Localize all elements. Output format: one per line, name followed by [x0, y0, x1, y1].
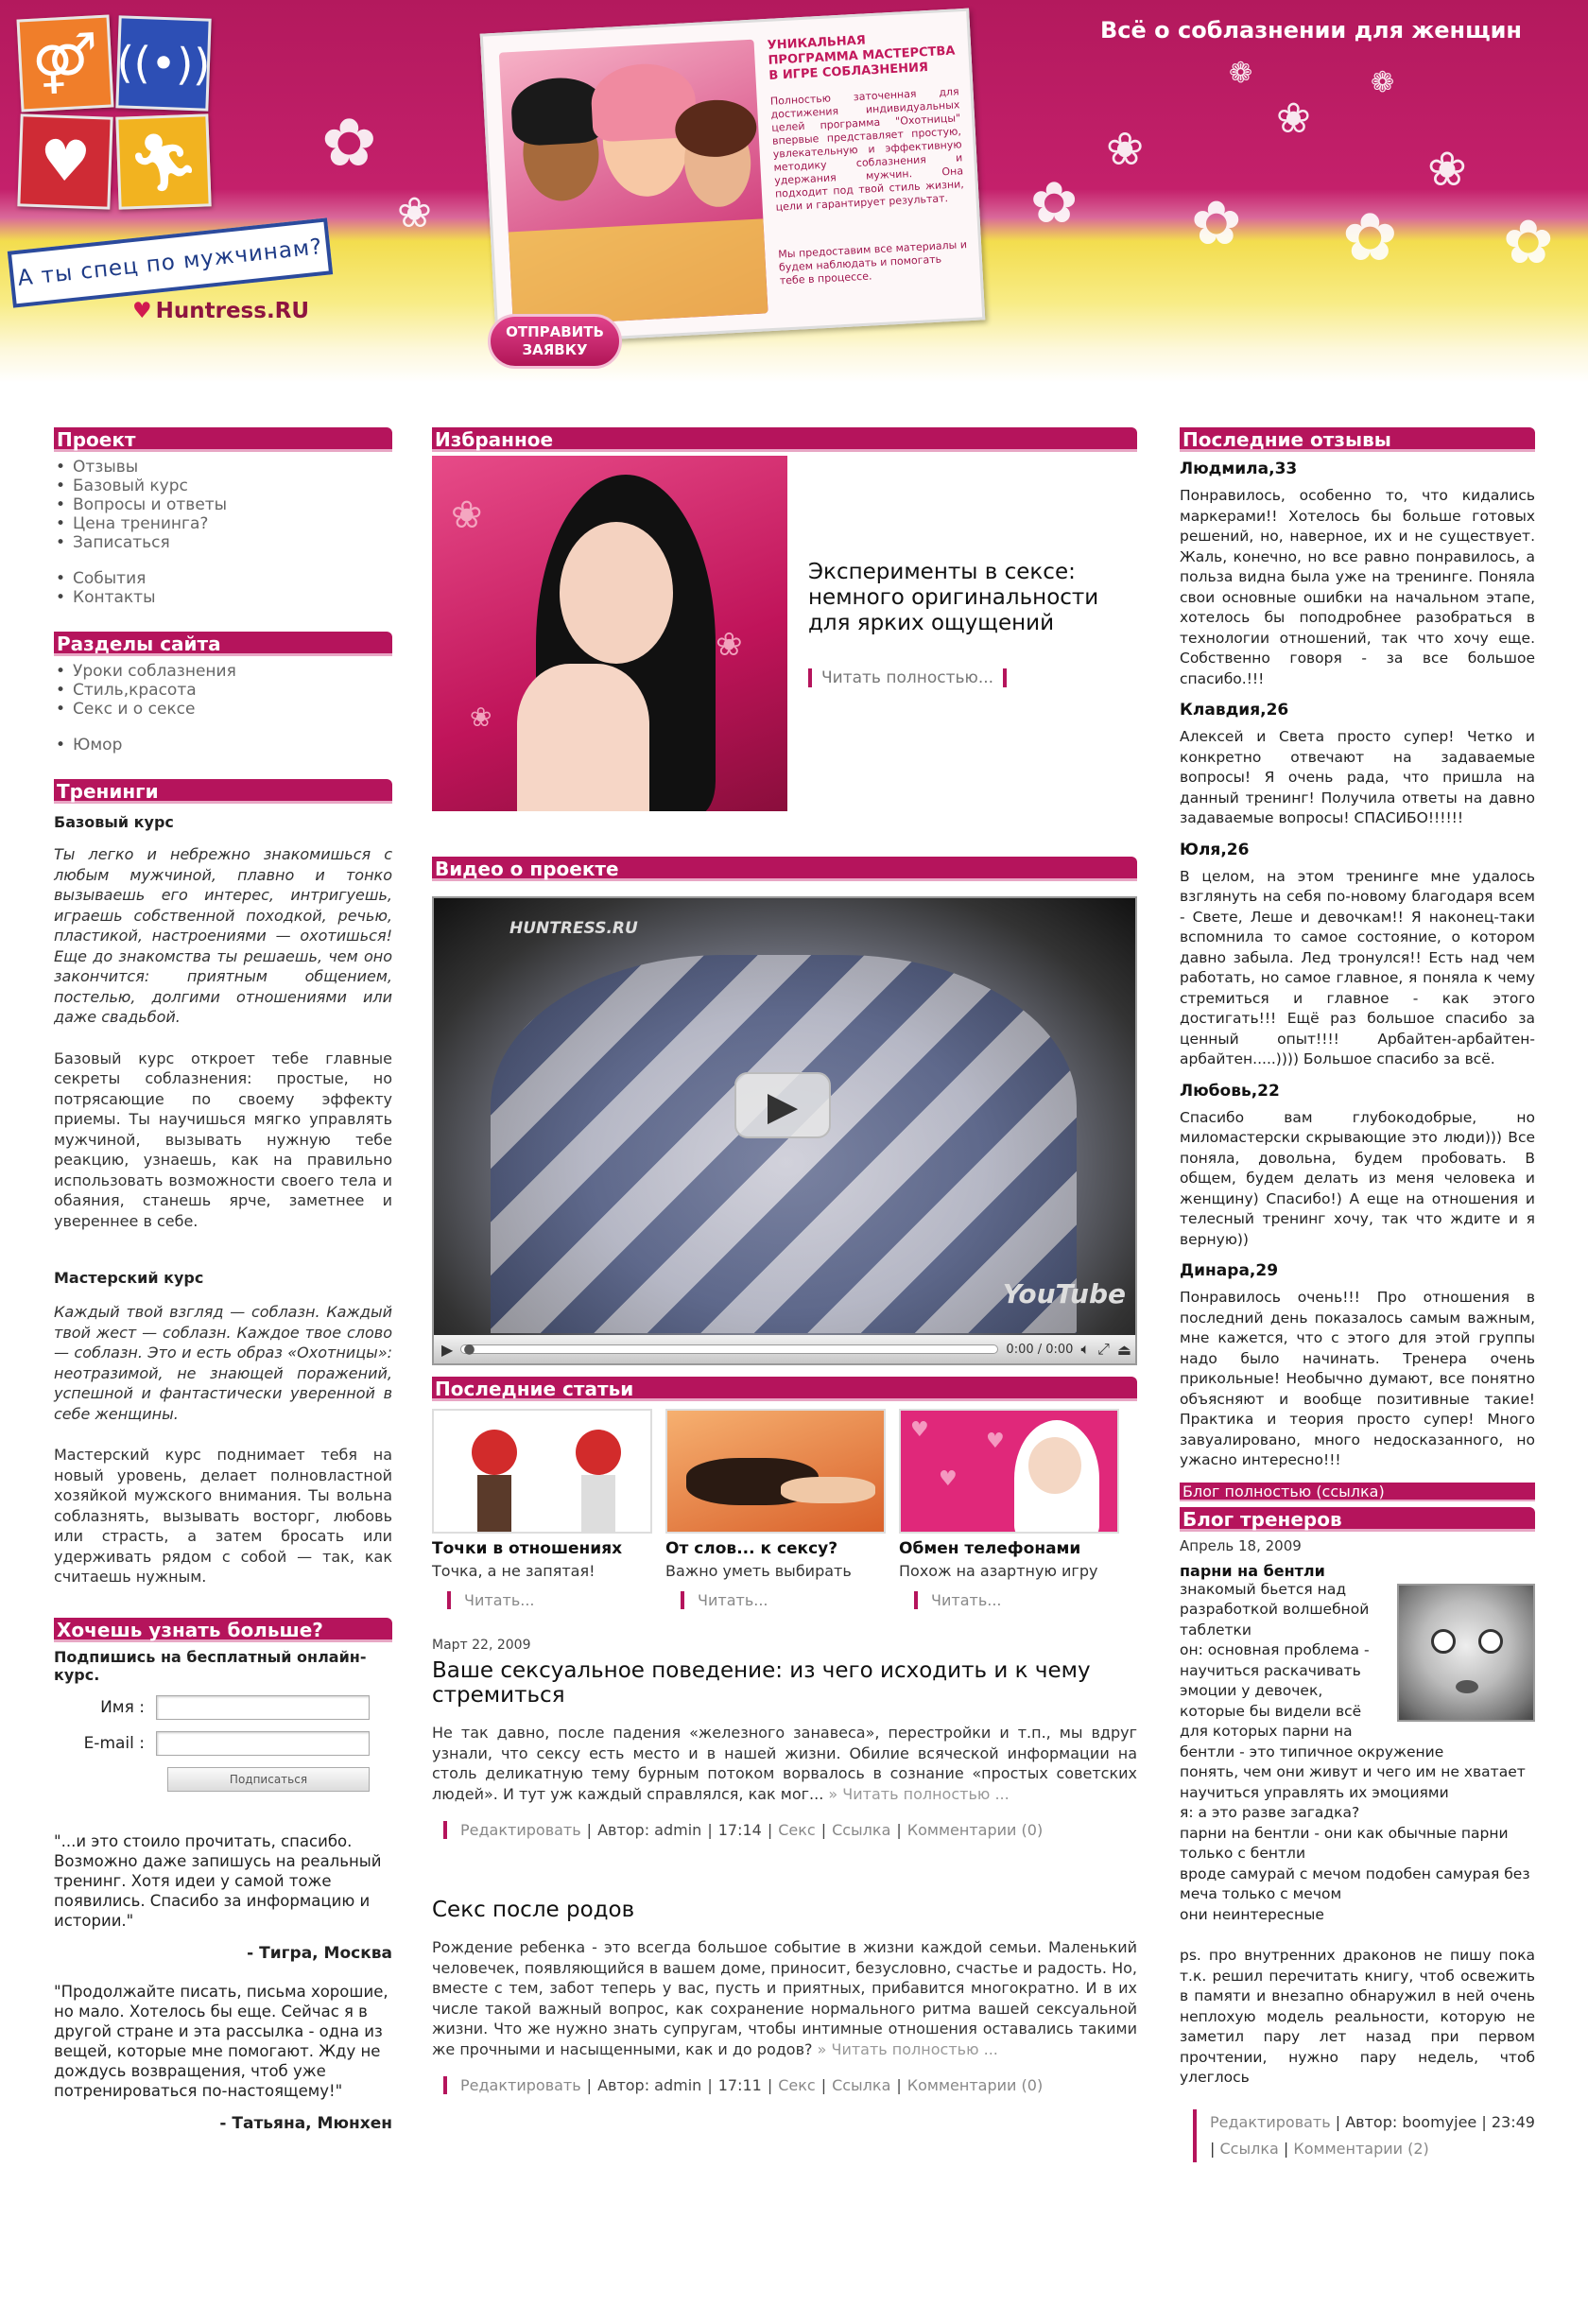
post-read-more[interactable]: » Читать полностью ...: [828, 1784, 1010, 1803]
review-text: Спасибо вам глубокодобрые, но миломастерски скрывающие это люди))) Все поняла, довольна, будем пробовать. В общем, будем делать из меня человека и женщину) Спасибо!) А еще на отношения и телесный тренинг хочу, так что ждите и я верную)): [1180, 1108, 1535, 1248]
heart-icon: ♥: [38, 128, 93, 196]
flower-decoration: ❁: [1371, 66, 1395, 99]
review-item: [1180, 460, 1535, 689]
link-price[interactable]: • Цена тренинга?: [54, 514, 392, 533]
blog-date: Апрель 18, 2009: [1180, 1536, 1302, 1554]
section-heading-reviews: Последние отзывы: [1180, 427, 1535, 452]
promo-title: УНИКАЛЬНАЯ ПРОГРАММА МАСТЕРСТВА В ИГРЕ СОБЛАЗНЕНИЯ: [767, 33, 956, 83]
master-course-intro: Каждый твой взгляд — соблазн. Каждый твой жест — соблазн. Каждое твое слово — соблазн. Это и есть образ «Охотницы»: неотразимой, не знающей поражений, успешной и фантастически уверенной в себе женщины.: [54, 1303, 392, 1423]
featured-title[interactable]: Эксперименты в сексе: немного оригинальности для ярких ощущений: [808, 560, 1099, 635]
gender-symbols-icon: ⚤: [29, 28, 101, 98]
post-title[interactable]: Ваше сексуальное поведение: из чего исходить и к чему стремиться: [432, 1658, 1091, 1708]
post-permalink[interactable]: Ссылка: [832, 1821, 891, 1839]
blog-post: [432, 1638, 1137, 1839]
article-read-more[interactable]: Читать...: [914, 1591, 1119, 1609]
post-read-more[interactable]: » Читать полностью ...: [817, 2039, 998, 2058]
link-signup[interactable]: • Записаться: [54, 533, 392, 552]
name-input[interactable]: [156, 1695, 370, 1720]
section-heading-featured: Избранное: [432, 427, 1137, 452]
tile-runner[interactable]: [115, 113, 211, 209]
section-heading-latest-articles: Последние статьи: [432, 1377, 1137, 1401]
link-basic-course[interactable]: • Базовый курс: [54, 477, 392, 495]
runner-icon: 🏃︎: [126, 128, 201, 197]
review-text: Понравилось очень!!! Про отношения в последний день показалось самым важным, мне кажется, что с этого для этой группы надо было начинать. Тренера очень прикольные! Необычно думают, все понятно объясняют и вообще позитивные такие! Практика и теория просто супер! Много завуалировано, много недосказанного, но ужасно интересно!!!: [1180, 1289, 1535, 1468]
promo-description: Полностью заточенная для достижения индивидуальных целей программа "Охотницы" впервые представляет простую, увлекательную и эффективную методику соблазнения и удержания мужчин. Она подходит под твой стиль жизни, цели и гарантирует результат.: [769, 85, 965, 214]
latest-articles: [432, 1409, 1137, 1609]
tagline-badge: [8, 217, 333, 307]
review-author: Клавдия,26: [1180, 701, 1289, 720]
article-title[interactable]: Точки в отношениях: [432, 1539, 623, 1558]
review-item: [1180, 701, 1535, 829]
article-subtitle: Точка, а не запятая!: [432, 1562, 596, 1580]
fullscreen-icon[interactable]: ⤢: [1097, 1340, 1110, 1358]
flower-decoration: ✿: [1503, 208, 1554, 278]
email-row: [54, 1731, 392, 1756]
section-heading-project: Проект: [54, 427, 392, 452]
review-author: Динара,29: [1180, 1261, 1279, 1280]
review-text: Алексей и Света просто супер! Четко и конкретно отвечают на задаваемые вопросы! Я очень рада, что пришла на данный тренинг! Получила ответы на давно задаваемые вопросы! СПАСИБО!!!!!!: [1180, 728, 1535, 826]
featured-text: [787, 456, 1137, 811]
blog-post-title[interactable]: парни на бентли: [1180, 1561, 1325, 1580]
post-text: Рождение ребенка - это всегда большое событие в жизни каждой семьи. Маленький человечек, появляющийся в вашем доме, приносит, безусловно, счастье и радость. Но, вместе с тем, забот теперь у вас, пусть и приятных, прибавится многократно. И в их числе такой важный вопрос, как сохранение нормального ритма вашей сексуальной жизни. Что же нужно знать супругам, чтобы интимные отношения оставались такими же прочными и насыщенными, как и до родов?: [432, 1938, 1137, 2058]
blog-post-image: [1397, 1584, 1535, 1722]
flower-decoration: ✿: [321, 104, 377, 182]
article-subtitle: Похож на азартную игру: [899, 1562, 1098, 1580]
blog-post-meta: Редактировать | Автор: boomyjee | 23:49 | Ссылка | Комментарии (2): [1193, 2109, 1535, 2162]
article-subtitle: Важно уметь выбирать: [665, 1562, 852, 1580]
blog-edit-link[interactable]: Редактировать: [1210, 2112, 1331, 2131]
article-image[interactable]: ♥ ♥ ♥: [899, 1409, 1119, 1534]
brand-logo[interactable]: [132, 299, 309, 323]
tile-heart[interactable]: [17, 113, 112, 209]
review-text: Понравилось, особенно то, что кидались маркерами!! Хотелось бы больше готовых решений, но, наверное, их и не существует. Жаль, конечно, но все равно понравилось, а польза видна была уже на тренинге. Поняла свои основные ошибки на начальном этапе, хотелось бы поподробнее разобраться в технологии отношений, так что хочу еще. Собственно говоря - за все большое спасибо.!!!: [1180, 487, 1535, 687]
name-label: Имя :: [100, 1697, 145, 1717]
basic-course-intro: Ты легко и небрежно знакомишься с любым мужчиной, плавно и тонко вызываешь его интерес, интригуешь, играешь собственной походкой, речью, пластикой, настроениями — охотишься! Еще до знакомства ты решаешь, чем оно закончится: приятным общением, постелью, долгими отношениями или даже свадьбой.: [54, 845, 392, 1026]
section-heading-trainings: Тренинги: [54, 779, 392, 804]
review-author: Юля,26: [1180, 840, 1250, 859]
post-edit-link[interactable]: Редактировать: [460, 2076, 581, 2094]
article-card: [432, 1409, 652, 1609]
review-author: Любовь,22: [1180, 1081, 1280, 1101]
youtube-logo[interactable]: YouTube: [1002, 1278, 1126, 1309]
play-small-icon[interactable]: ▶: [441, 1340, 454, 1359]
post-body: [432, 1723, 1137, 1804]
menu-icon[interactable]: ⏏: [1116, 1340, 1131, 1359]
post-time: 17:11: [717, 2076, 762, 2094]
blog-post-text: знакомый бьется над разработкой волшебной таблетки он: основная проблема - научиться раскачивать эмоции у девочек, которые бы видели всё для которых парни на бентли - это типичное окружение понять, чем они живут и чего им не хватает научиться управлять их эмоциями я: а это разве загадка? парни на бентли - они как обычные парни только с бентли вроде самурай с мечом подобен самурая без меча только с мечом они неинтересные: [1180, 1580, 1530, 1923]
post-author: Автор: admin: [597, 2076, 702, 2094]
project-links: [54, 458, 392, 552]
article-title[interactable]: От слов... к сексу?: [665, 1539, 838, 1558]
blog-post-text-2: ps. про внутренних драконов не пишу пока т.к. решил перечитать книгу, чтоб освежить в памяти и внезапно обнаружил в ней очень неплохую модель реальности, которую не заметил пару лет назад при первом прочтении, нужно пару недель, чтоб улеглось: [1180, 1947, 1535, 2086]
post-category-link[interactable]: Секс: [778, 1821, 816, 1839]
link-sex[interactable]: • Секс и о сексе: [54, 700, 392, 719]
featured-article: [432, 456, 1137, 811]
email-input[interactable]: [156, 1731, 370, 1756]
post-author: Автор: admin: [597, 1821, 702, 1839]
tile-wireless[interactable]: [115, 15, 211, 111]
post-meta: Редактировать | Автор: admin | 17:11 | Секс | Ссылка | Комментарии (0): [443, 2076, 1137, 2094]
project-links-2: [54, 569, 392, 607]
volume-icon[interactable]: 🔈︎: [1080, 1340, 1091, 1358]
article-card: [665, 1409, 886, 1609]
tile-gender[interactable]: [17, 15, 114, 113]
post-body: [432, 1937, 1137, 2059]
wireless-icon: ((•)): [115, 36, 212, 91]
video-progress-bar[interactable]: ●: [460, 1344, 998, 1354]
email-label: E-mail :: [83, 1733, 145, 1753]
post-title[interactable]: Секс после родов: [432, 1898, 635, 1922]
subscribe-button[interactable]: Подписаться: [167, 1767, 370, 1792]
featured-image[interactable]: ❀ ❀ ❀: [432, 456, 787, 811]
promo-illustration: [499, 40, 768, 327]
post-date: Март 22, 2009: [432, 1638, 531, 1653]
flower-decoration: ❀: [397, 189, 432, 237]
link-events[interactable]: • События: [54, 569, 392, 588]
site-header: [0, 0, 1588, 388]
blog-author: Автор: boomyjee: [1345, 2112, 1477, 2131]
flower-decoration: ❁: [1229, 57, 1253, 90]
review-author: Людмила,33: [1180, 460, 1298, 478]
section-heading-trainers-blog: Блог тренеров: [1180, 1507, 1535, 1532]
blog-full-link[interactable]: Блог полностью (ссылка): [1180, 1483, 1535, 1501]
right-sidebar: [1180, 427, 1535, 2162]
link-humor[interactable]: • Юмор: [54, 736, 392, 754]
main-content: [432, 427, 1137, 2094]
video-controls: [434, 1335, 1137, 1363]
review-item: [1180, 1261, 1535, 1471]
site-sections-links-2: [54, 736, 392, 754]
flower-decoration: ✿: [1030, 170, 1079, 236]
heart-logo-icon: ♥: [132, 299, 152, 323]
link-faq[interactable]: • Вопросы и ответы: [54, 495, 392, 514]
promo-description-2: Мы предоставим все материалы и будем наблюдать и помогать тебе в процессе.: [778, 238, 968, 287]
send-request-button[interactable]: ОТПРАВИТЬ ЗАЯВКУ: [488, 314, 622, 369]
section-heading-more: Хочешь узнать больше?: [54, 1618, 392, 1642]
post-comments-link[interactable]: Комментарии (0): [906, 2076, 1044, 2094]
blog-time: 23:49: [1491, 2112, 1535, 2131]
site-title: Всё о соблазнении для женщин: [1099, 17, 1522, 43]
link-contacts[interactable]: • Контакты: [54, 588, 392, 607]
site-sections-links: [54, 662, 392, 719]
testimonial-author-1: - Тигра, Москва: [247, 1943, 392, 1963]
link-style[interactable]: • Стиль,красота: [54, 681, 392, 700]
blog-comments-link[interactable]: Комментарии (2): [1293, 2139, 1429, 2158]
section-heading-sections: Разделы сайта: [54, 632, 392, 656]
featured-read-more[interactable]: Читать полностью...: [808, 668, 1007, 687]
article-image[interactable]: [665, 1409, 886, 1534]
post-permalink[interactable]: Ссылка: [832, 2076, 891, 2094]
article-image[interactable]: [432, 1409, 652, 1534]
tagline-text: А ты спец по мужчинам?: [16, 234, 324, 291]
link-reviews[interactable]: • Отзывы: [54, 458, 392, 477]
post-category-link[interactable]: Секс: [778, 2076, 816, 2094]
post-text: Не так давно, после падения «железного занавеса», перестройки и т.п., мы вдруг узнали, что сексу есть место и в нашей жизни. Обилие всяческой информации на столь деликатную тему бурным потоком ворвалось в сознание «простых советских людей». И тут уж каждый справлялся, как мог...: [432, 1724, 1137, 1803]
review-item: [1180, 1082, 1535, 1251]
master-course-title: Мастерский курс: [54, 1269, 204, 1287]
promo-card: [480, 9, 986, 346]
post-time: 17:14: [717, 1821, 762, 1839]
blog-permalink[interactable]: Ссылка: [1219, 2139, 1279, 2158]
flower-decoration: ❀: [1276, 95, 1311, 143]
post-comments-link[interactable]: Комментарии (0): [906, 1821, 1044, 1839]
article-card: [899, 1409, 1119, 1609]
video-time: 0:00 / 0:00: [1006, 1342, 1074, 1357]
post-edit-link[interactable]: Редактировать: [460, 1821, 581, 1839]
basic-course-title: Базовый курс: [54, 813, 174, 831]
video-watermark: HUNTRESS.RU: [509, 919, 638, 938]
brand-name: Huntress.RU: [155, 299, 310, 323]
play-icon[interactable]: ▶: [734, 1072, 831, 1138]
blog-post: [432, 1898, 1137, 2094]
basic-course-text: Базовый курс откроет тебе главные секреты соблазнения: простые, но потрясающие по своему эффекту приемы. Ты научишься мягко управлять мужчиной, вызывать нужную тебе реакцию, узнаешь, как на правильно использовать возможности своего тела и обаяния, станешь ярче, заметнее и увереннее в себе.: [54, 1049, 392, 1230]
flower-decoration: ✿: [1191, 189, 1242, 259]
testimonial-quote-2: "Продолжайте писать, письма хорошие, но мало. Хотелось бы еще. Сейчас я в другой стране и эта рассылка - одна из вещей, которые мне помогают. Жду не дождусь возвращения, чтоб уже потренироваться по-настоящему!": [54, 1982, 388, 2100]
subscribe-text: Подпишись на бесплатный онлайн-курс.: [54, 1647, 367, 1684]
testimonial-author-2: - Татьяна, Мюнхен: [219, 2113, 392, 2133]
video-player[interactable]: [432, 896, 1137, 1365]
master-course-text: Мастерский курс поднимает тебя на новый уровень, делает полновластной хозяйкой мужского внимания. Ты вольна соблазнять, вызывать восторг, любовь или страсть, а затем бросать или удерживать рядом с собой — так, как считаешь нужным.: [54, 1446, 392, 1586]
review-text: В целом, на этом тренинге мне удалось взглянуть на себя по-новому благодаря всем - Свете, Леше и девочкам!! Я наконец-таки вспомнила то самое состояние, о котором давно забыла. Лед тронулся!! Есть над чем работать, но самое главное, я поняла к чему стремиться и главное - как этого достигать!!! Ещё раз большое спасибо за ценный опыт!!!! Арбайтен-арбайтен-арбайтен.....)))) Большое спасибо за всё.: [1180, 867, 1535, 1067]
testimonial-quote-1: "...и это стоило прочитать, спасибо. Возможно даже запишусь на реальный тренинг. Хотя идеи у самой тоже появились. Спасибо за информацию и истории.": [54, 1831, 382, 1930]
section-heading-video: Видео о проекте: [432, 857, 1137, 881]
article-read-more[interactable]: Читать...: [447, 1591, 652, 1609]
review-item: [1180, 841, 1535, 1070]
link-lessons[interactable]: • Уроки соблазнения: [54, 662, 392, 681]
flower-decoration: ❀: [1106, 123, 1145, 176]
article-title[interactable]: Обмен телефонами: [899, 1539, 1081, 1558]
name-row: [54, 1695, 392, 1720]
flower-decoration: ✿: [1342, 199, 1398, 276]
flower-decoration: ❀: [1427, 142, 1467, 197]
left-sidebar: [54, 427, 392, 2152]
article-read-more[interactable]: Читать...: [681, 1591, 886, 1609]
post-meta: Редактировать | Автор: admin | 17:14 | Секс | Ссылка | Комментарии (0): [443, 1821, 1137, 1839]
